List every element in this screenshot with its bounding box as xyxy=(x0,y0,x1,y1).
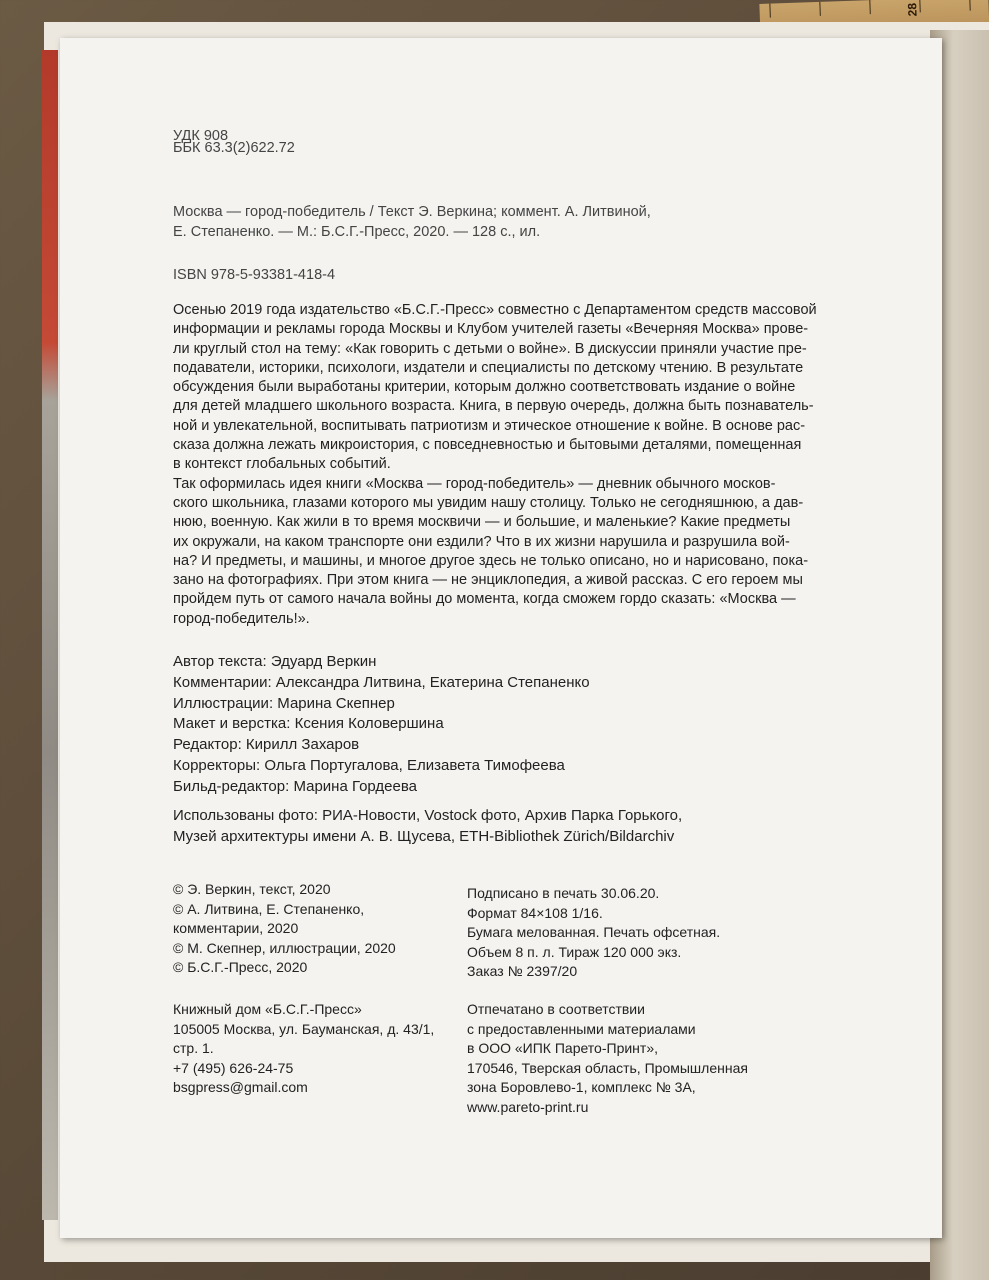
photo-sources-line: Использованы фото: РИА-Новости, Vostock фото, Архив Парка Горького, xyxy=(173,807,683,824)
printer-block xyxy=(467,1000,748,1118)
print-info-line: Формат 84×108 1/16. xyxy=(467,904,603,921)
print-info-line: Объем 8 п. л. Тираж 120 000 экз. xyxy=(467,943,682,960)
photo-sources xyxy=(173,806,682,848)
copyright-line: комментарии, 2020 xyxy=(173,920,299,937)
book-spine-strip xyxy=(42,50,58,1220)
credit-layout: Макет и верстка: Ксения Коловершина xyxy=(173,715,444,733)
ruler-number: 28 xyxy=(905,2,920,17)
printer-line: в ООО «ИПК Парето-Принт», xyxy=(467,1040,658,1057)
printer-line: с предоставленными материалами xyxy=(467,1020,696,1037)
print-info-line: Бумага мелованная. Печать офсетная. xyxy=(467,924,721,941)
bbk-code: ББК 63.3(2)622.72 xyxy=(173,140,295,156)
credit-proofreaders: Корректоры: Ольга Португалова, Елизавета Тимофеева xyxy=(173,756,565,774)
credits-list xyxy=(173,652,590,798)
abstract-line: сказа должна лежать микроистория, с повседневностью и бытовыми деталями, помещенная xyxy=(173,437,802,454)
printer-line: зона Боровлево-1, комплекс № 3А, xyxy=(467,1079,696,1096)
printer-line: 170546, Тверская область, Промышленная xyxy=(467,1059,748,1076)
isbn: ISBN 978-5-93381-418-4 xyxy=(173,267,336,283)
photo-sources-line: Музей архитектуры имени А. В. Щусева, ETH-Bibliothek Zürich/Bildarchiv xyxy=(173,827,675,845)
abstract-text xyxy=(173,301,817,629)
abstract-line: пройдем путь от самого начала войны до момента, когда сможем гордо сказать: «Москва — xyxy=(173,591,796,608)
credit-comments: Комментарии: Александра Литвина, Екатерина Степаненко xyxy=(173,673,590,691)
credit-illustrations: Иллюстрации: Марина Скепнер xyxy=(173,694,395,712)
abstract-line: ной и увлекательной, воспитывать патриотизм и этическое отношение к войне. В основе рас- xyxy=(173,417,806,434)
abstract-line: нюю, военную. Как жили в то время москвичи — и большие, и маленькие? Какие предметы xyxy=(173,514,791,531)
print-info-line: Заказ № 2397/20 xyxy=(467,963,578,980)
abstract-line: ского школьника, глазами которого мы увидим нашу столицу. Только не сегодняшнюю, а дав- xyxy=(173,494,804,511)
citation-line-2: Е. Степаненко. — М.: Б.С.Г.-Пресс, 2020. — 128 с., ил. xyxy=(173,224,541,240)
copyright-block xyxy=(173,880,396,978)
book-page xyxy=(60,38,942,1238)
abstract-line: ли круглый стол на тему: «Как говорить с детьми о войне». В дискуссии приняли участие пре- xyxy=(173,340,807,357)
copyright-line: © М. Скепнер, иллюстрации, 2020 xyxy=(173,939,396,956)
publisher-line: +7 (495) 626-24-75 xyxy=(173,1059,294,1076)
abstract-line: город-победитель!». xyxy=(173,610,310,627)
credit-editor: Редактор: Кирилл Захаров xyxy=(173,736,360,754)
abstract-line: Осенью 2019 года издательство «Б.С.Г.-Пресс» совместно с Департаментом средств массовой xyxy=(173,302,817,318)
copyright-line: © А. Литвина, Е. Степаненко, xyxy=(173,900,365,917)
copyright-line: © Э. Веркин, текст, 2020 xyxy=(173,881,331,897)
publisher-line: 105005 Москва, ул. Бауманская, д. 43/1, xyxy=(173,1020,435,1037)
abstract-line: подаватели, историки, психологи, издатели и специалисты по детскому чтению. В результате xyxy=(173,359,804,376)
abstract-line: зано на фотографиях. При этом книга — не энциклопедия, а живой рассказ. С его героем мы xyxy=(173,572,803,589)
abstract-line: на? И предметы, и машины, и многое другое здесь не только описано, но и нарисовано, пока- xyxy=(173,552,809,569)
udk-code: УДК 908 xyxy=(173,128,229,144)
credit-photo-editor: Бильд-редактор: Марина Гордеева xyxy=(173,777,417,795)
abstract-line: для детей младшего школьного возраста. Книга, в первую очередь, должна быть познаватель- xyxy=(173,398,814,415)
print-info-block xyxy=(467,884,720,982)
publisher-line: стр. 1. xyxy=(173,1040,214,1057)
abstract-line: в контекст глобальных событий. xyxy=(173,456,391,473)
copyright-line: © Б.С.Г.-Пресс, 2020 xyxy=(173,959,308,976)
abstract-line: информации и рекламы города Москвы и Клубом учителей газеты «Вечерняя Москва» прове- xyxy=(173,321,809,338)
credit-author: Автор текста: Эдуард Веркин xyxy=(173,653,377,670)
publisher-line: Книжный дом «Б.С.Г.-Пресс» xyxy=(173,1001,362,1017)
abstract-line: обсуждения были выработаны критерии, которым должно соответствовать издание о войне xyxy=(173,379,796,396)
publisher-line: bsgpress@gmail.com xyxy=(173,1079,308,1096)
print-info-line: Подписано в печать 30.06.20. xyxy=(467,885,660,901)
printer-line: www.pareto-print.ru xyxy=(467,1098,589,1115)
publisher-block xyxy=(173,1000,434,1098)
abstract-line: их окружали, на каком транспорте они ездили? Что в их жизни нарушила и разрушила вой- xyxy=(173,533,790,550)
printer-line: Отпечатано в соответствии xyxy=(467,1001,645,1017)
abstract-line: Так оформилась идея книги «Москва — город-победитель» — дневник обычного москов- xyxy=(173,475,776,492)
citation-line-1: Москва — город-победитель / Текст Э. Веркина; коммент. А. Литвиной, xyxy=(173,204,651,220)
